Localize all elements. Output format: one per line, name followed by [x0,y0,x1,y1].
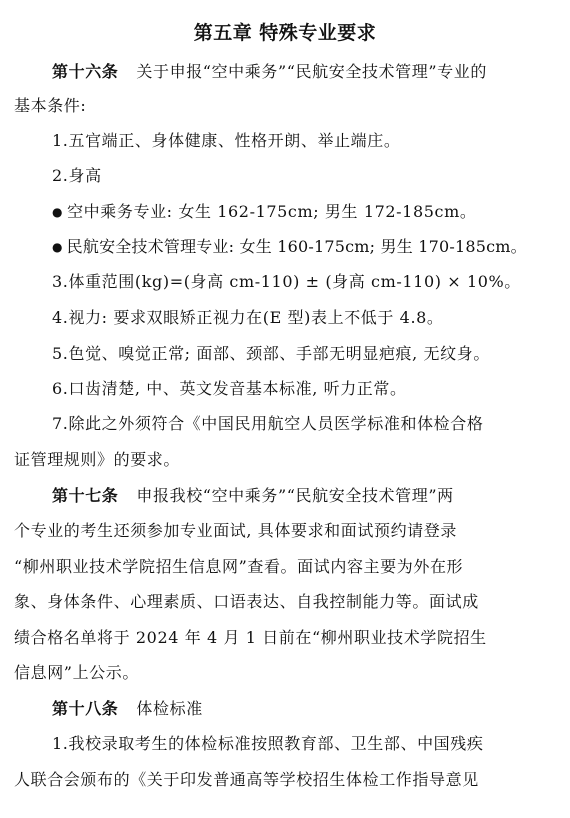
requirement-2: 2.身高 [52,166,102,185]
article-18-line-2: 1.我校录取考生的体检标准按照教育部、卫生部、中国残疾 [52,734,484,753]
article-18-line-1 [52,699,562,719]
requirement-3: 3.体重范围(kg)=(身高 cm-110) ± (身高 cm-110) × 10%。 [52,272,521,291]
article-18-title: 体检标准 [136,699,203,718]
chapter-title: 第五章 特殊专业要求 [193,22,377,44]
article-17-line-2: 个专业的考生还须参加专业面试, 具体要求和面试预约请登录 [14,521,457,540]
requirement-6: 6.口齿清楚, 中、英文发音基本标准, 听力正常。 [52,379,407,398]
article-18-line-3: 人联合会颁布的《关于印发普通高等学校招生体检工作指导意见 [14,770,479,789]
requirement-7-line-2: 证管理规则》的要求。 [14,450,181,469]
article-17-intro: 申报我校“空中乘务”“民航安全技术管理”两 [136,486,454,505]
requirement-4: 4.视力: 要求双眼矫正视力在(E 型)表上不低于 4.8。 [52,308,444,327]
article-17-line-6: 信息网”上公示。 [14,663,139,682]
article-16-line-2: 基本条件: [14,96,87,115]
article-16-line-1 [52,62,562,82]
article-16-intro: 关于申报“空中乘务”“民航安全技术管理”专业的 [136,62,487,81]
height-aviation-safety-text: 民航安全技术管理专业: 女生 160-175cm; 男生 170-185cm。 [66,237,527,256]
bullet-icon: ● [52,205,64,219]
article-17-line-5: 绩合格名单将于 2024 年 4 月 1 日前在“柳州职业技术学院招生 [14,628,487,647]
requirement-5: 5.色觉、嗅觉正常; 面部、颈部、手部无明显疤痕, 无纹身。 [52,344,490,363]
bullet-icon: ● [52,240,63,254]
requirement-1: 1.五官端正、身体健康、性格开朗、举止端庄。 [52,131,401,150]
height-flight-attendant-text: 空中乘务专业: 女生 162-175cm; 男生 172-185cm。 [67,202,477,221]
height-bullet-flight-attendant [52,202,562,222]
article-17-line-3: “柳州职业技术学院招生信息网”查看。面试内容主要为外在形 [14,557,464,576]
article-17-label: 第十七条 [52,486,119,505]
article-16-label: 第十六条 [52,62,119,81]
requirement-7-line-1: 7.除此之外须符合《中国民用航空人员医学标准和体检合格 [52,414,484,433]
article-18-label: 第十八条 [52,699,119,718]
article-17-line-4: 象、身体条件、心理素质、口语表达、自我控制能力等。面试成 [14,592,479,611]
article-17-line-1 [52,486,562,506]
height-bullet-aviation-safety [52,237,562,257]
